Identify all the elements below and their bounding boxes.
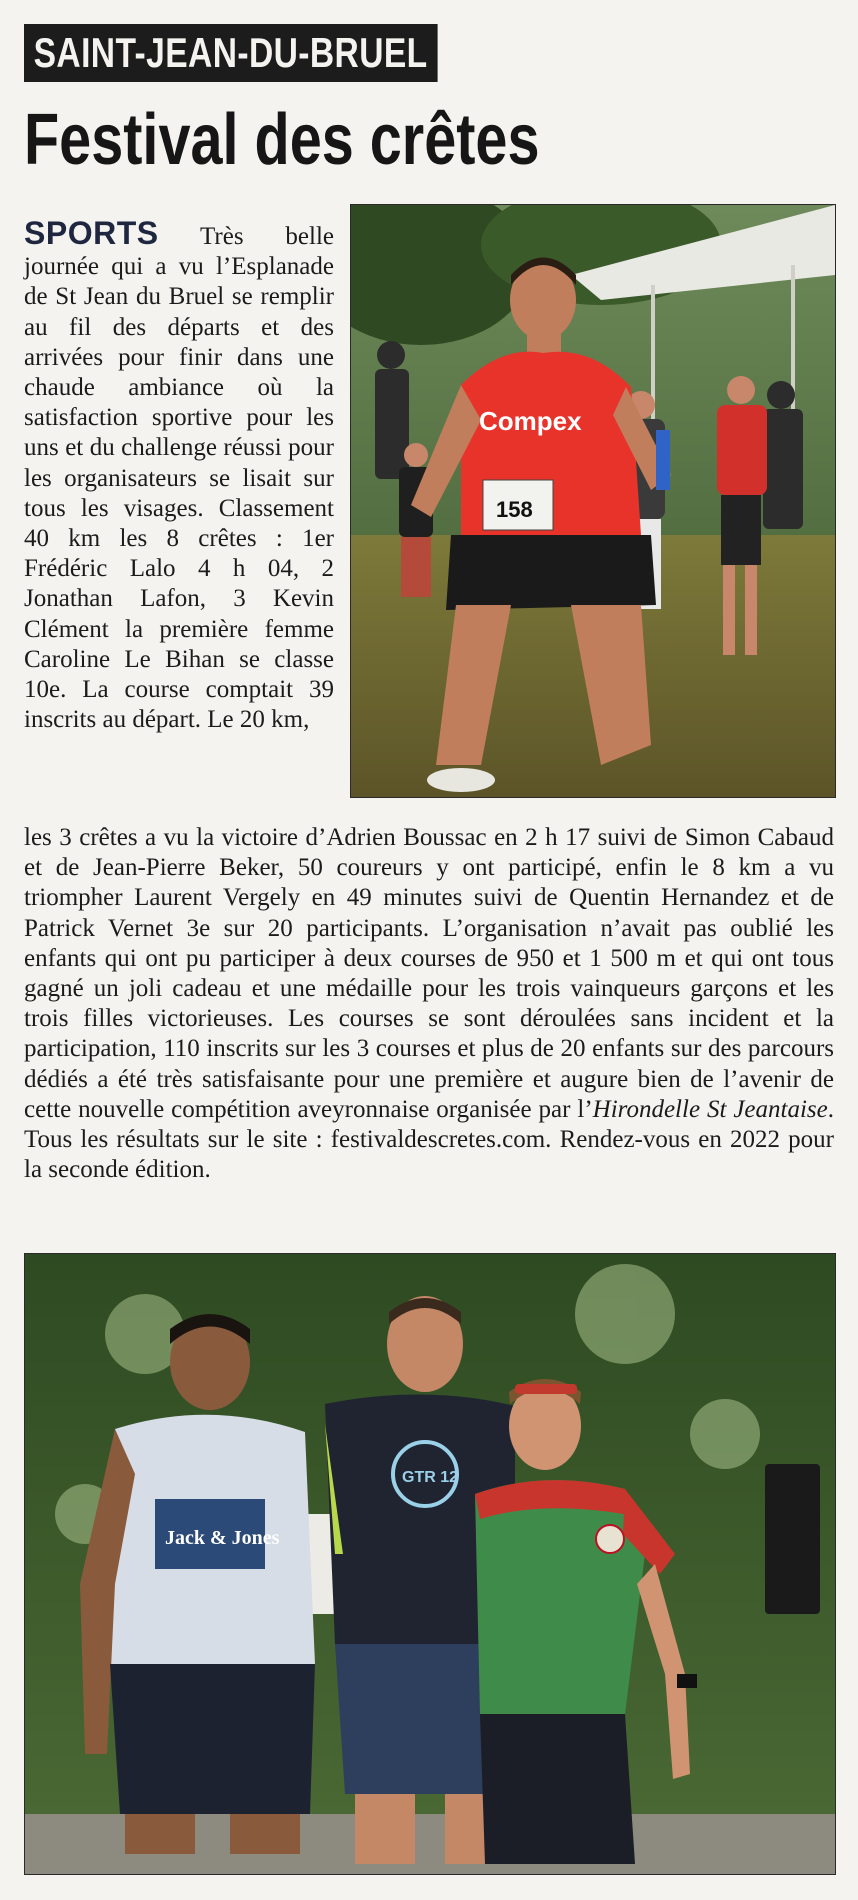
article-body-text: [24, 823, 834, 1185]
bib-number: 158: [496, 497, 533, 522]
body-paragraph-end: . Tous les résultats sur le site : festivaldescretes.com. Rendez-vous en 2022 pour la seconde édition.: [24, 1095, 834, 1184]
kicker-label: SAINT-JEAN-DU-BRUEL: [24, 24, 437, 82]
body-paragraph: les 3 crêtes a vu la victoire d’Adrien Boussac en 2 h 17 suivi de Simon Cabaud et de Jean-Pierre Beker, 50 coureurs y ont participé, enfin le 8 km a vu triompher Laurent Vergely en 49 minutes suivi de Quentin Hernandez et de Patrick Vernet 3e sur 20 participants. L’organisation n’avait pas oublié les enfants qui ont pu participer à deux courses de 950 et 1 500 m et qui ont tous gagné un joli cadeau et une médaille pour les trois vainqueurs garçons et les trois filles victorieuses. Les courses se sont déroulées sans incident et la participation, 110 inscrits sur les 3 courses et plus de 20 enfants sur des parcours dédiés a été très satisfaisante pour une première et augure bien de l’avenir de cette nouvelle compétition aveyronnaise organisée par l’: [24, 824, 834, 1123]
shirt-logo-text: GTR 12: [402, 1469, 459, 1486]
headline: Festival des crêtes: [24, 100, 540, 180]
podium-photo: [24, 1253, 836, 1875]
organizer-name: Hirondelle St Jeantaise: [592, 1095, 828, 1123]
race-photo: [350, 204, 836, 798]
column-paragraph: Très belle journée qui a vu l’Esplanade de St Jean du Bruel se remplir au fil des départs et des arrivées pour finir dans une chaude ambiance où la satisfaction sportive pour les uns et du challenge réussi pour les organisateurs se lisait sur tous les visages. Classement 40 km les 8 crêtes : 1er Frédéric Lalo 4 h 04, 2 Jonathan Lafon, 3 Kevin Clément la première femme Caroline Le Bihan se classe 10e. La course comptait 39 inscrits au départ. Le 20 km,: [24, 223, 334, 734]
section-tag: SPORTS: [24, 215, 159, 251]
tshirt-print-text: Jack & Jones: [165, 1527, 280, 1549]
article-column-text: [24, 215, 334, 735]
shirt-brand-text: Compex: [479, 406, 582, 436]
